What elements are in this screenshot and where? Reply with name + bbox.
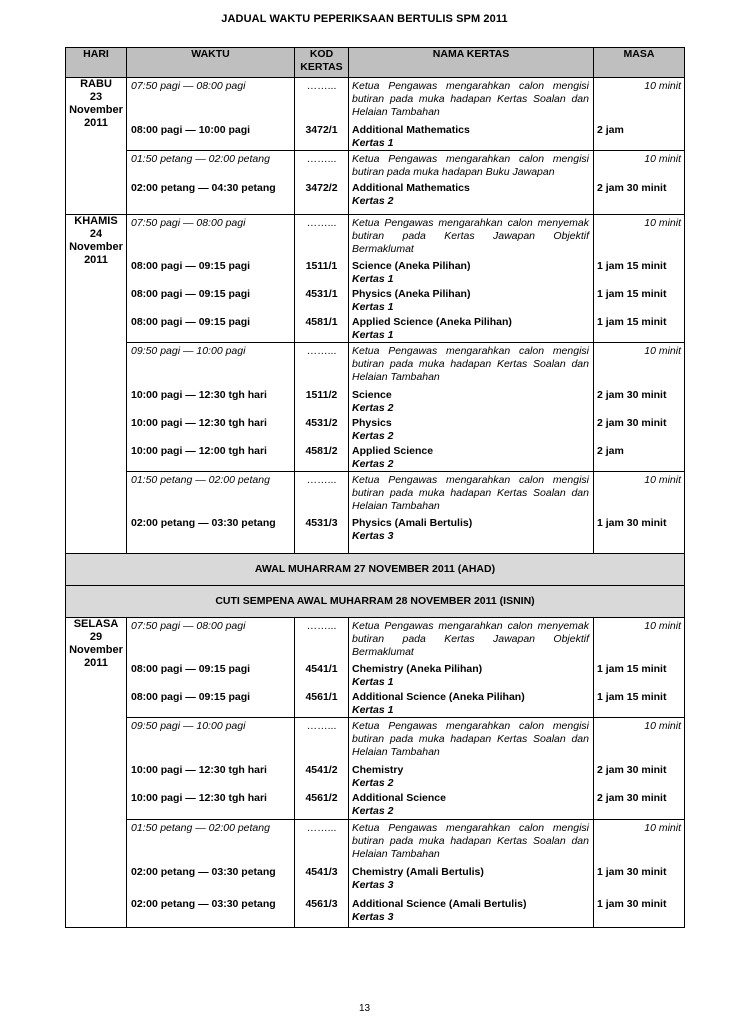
subject-name: Applied Science bbox=[352, 444, 434, 457]
table-row bbox=[66, 718, 685, 762]
table-row bbox=[66, 661, 685, 689]
paper-label: Kertas 3 bbox=[352, 878, 394, 891]
masa-cell: 10 minit bbox=[594, 78, 685, 122]
paper-label: Kertas 2 bbox=[352, 195, 394, 207]
waktu-cell: 08:00 pagi — 09:15 pagi bbox=[127, 661, 295, 689]
subject-name: Chemistry (Amali Bertulis) bbox=[352, 865, 484, 878]
masa-cell: 1 jam 30 minit bbox=[594, 896, 685, 928]
waktu-cell: 10:00 pagi — 12:00 tgh hari bbox=[127, 443, 295, 472]
masa-cell: 1 jam 30 minit bbox=[594, 515, 685, 553]
masa-cell: 10 minit bbox=[594, 343, 685, 387]
table-row bbox=[66, 515, 685, 553]
masa-cell: 1 jam 15 minit bbox=[594, 258, 685, 286]
instruction-text: Ketua Pengawas mengarahkan calon menyemak butiran pada Kertas Jawapan Objektif Bermaklumat bbox=[352, 619, 589, 658]
table-row bbox=[66, 864, 685, 896]
kod-cell: 1511/2 bbox=[295, 387, 349, 415]
waktu-cell: 08:00 pagi — 09:15 pagi bbox=[127, 258, 295, 286]
header-waktu: WAKTU bbox=[127, 48, 295, 78]
day-label-line: November bbox=[69, 240, 123, 253]
nama-kertas-cell bbox=[349, 515, 594, 553]
nama-kertas-cell bbox=[349, 415, 594, 443]
table-row bbox=[66, 150, 685, 180]
day-cell bbox=[66, 617, 127, 928]
page-title: JADUAL WAKTU PEPERIKSAAN BERTULIS SPM 2011 bbox=[221, 13, 508, 25]
kod-cell: ……... bbox=[295, 214, 349, 258]
waktu-cell: 01:50 petang — 02:00 petang bbox=[127, 471, 295, 515]
nama-kertas-cell bbox=[349, 180, 594, 214]
kod-cell: 3472/2 bbox=[295, 180, 349, 214]
waktu-cell: 02:00 petang — 03:30 petang bbox=[127, 864, 295, 896]
holiday-banner: AWAL MUHARRAM 27 NOVEMBER 2011 (AHAD) bbox=[66, 553, 685, 585]
header-row bbox=[66, 48, 685, 78]
table-row bbox=[66, 314, 685, 343]
subject-name: Science bbox=[352, 388, 392, 401]
kod-cell: ……... bbox=[295, 718, 349, 762]
nama-kertas-cell bbox=[349, 214, 594, 258]
masa-cell: 2 jam 30 minit bbox=[594, 415, 685, 443]
masa-cell: 2 jam 30 minit bbox=[594, 790, 685, 820]
instruction-text: Ketua Pengawas mengarahkan calon mengisi butiran pada muka hadapan Buku Jawapan bbox=[352, 152, 589, 178]
waktu-cell: 08:00 pagi — 09:15 pagi bbox=[127, 286, 295, 314]
masa-cell: 2 jam 30 minit bbox=[594, 387, 685, 415]
waktu-cell: 02:00 petang — 03:30 petang bbox=[127, 896, 295, 928]
exam-timetable bbox=[65, 47, 685, 928]
masa-cell: 2 jam 30 minit bbox=[594, 180, 685, 214]
holiday-banner: CUTI SEMPENA AWAL MUHARRAM 28 NOVEMBER 2011 (ISNIN) bbox=[66, 585, 685, 617]
header-kod-kertas bbox=[295, 48, 349, 78]
header-nama-kertas: NAMA KERTAS bbox=[349, 48, 594, 78]
waktu-cell: 08:00 pagi — 09:15 pagi bbox=[127, 689, 295, 718]
day-cell bbox=[66, 78, 127, 215]
waktu-cell: 10:00 pagi — 12:30 tgh hari bbox=[127, 790, 295, 820]
page-number: 13 bbox=[358, 1003, 371, 1014]
waktu-cell: 10:00 pagi — 12:30 tgh hari bbox=[127, 415, 295, 443]
masa-cell: 1 jam 15 minit bbox=[594, 286, 685, 314]
kod-cell: ……... bbox=[295, 78, 349, 122]
table-row bbox=[66, 286, 685, 314]
waktu-cell: 09:50 pagi — 10:00 pagi bbox=[127, 718, 295, 762]
subject-name: Science (Aneka Pilihan) bbox=[352, 260, 471, 272]
nama-kertas-cell bbox=[349, 258, 594, 286]
subject-name: Additional Science (Aneka Pilihan) bbox=[352, 691, 525, 703]
table-row bbox=[66, 896, 685, 928]
nama-kertas-cell bbox=[349, 78, 594, 122]
waktu-cell: 01:50 petang — 02:00 petang bbox=[127, 820, 295, 864]
nama-kertas-cell bbox=[349, 471, 594, 515]
nama-kertas-cell bbox=[349, 820, 594, 864]
timetable-body bbox=[66, 78, 685, 928]
paper-label: Kertas 2 bbox=[352, 457, 394, 470]
kod-cell: 4561/1 bbox=[295, 689, 349, 718]
waktu-cell: 01:50 petang — 02:00 petang bbox=[127, 150, 295, 180]
kod-cell: ……... bbox=[295, 820, 349, 864]
subject-name: Applied Science (Aneka Pilihan) bbox=[352, 316, 512, 328]
instruction-text: Ketua Pengawas mengarahkan calon mengisi butiran pada muka hadapan Kertas Soalan dan Helaian Tambahan bbox=[352, 345, 589, 383]
holiday-banner-row bbox=[66, 553, 685, 585]
table-row bbox=[66, 78, 685, 122]
paper-label: Kertas 3 bbox=[352, 910, 394, 923]
waktu-cell: 08:00 pagi — 09:15 pagi bbox=[127, 314, 295, 343]
header-masa: MASA bbox=[594, 48, 685, 78]
subject-name: Chemistry bbox=[352, 763, 404, 776]
paper-label: Kertas 2 bbox=[352, 401, 394, 414]
nama-kertas-cell bbox=[349, 314, 594, 343]
subject-name: Additional Science bbox=[352, 791, 446, 804]
masa-cell: 1 jam 15 minit bbox=[594, 689, 685, 718]
paper-label: Kertas 1 bbox=[352, 676, 394, 688]
kod-cell: 4531/3 bbox=[295, 515, 349, 553]
table-row bbox=[66, 214, 685, 258]
table-row bbox=[66, 387, 685, 415]
paper-label: Kertas 3 bbox=[352, 530, 394, 542]
masa-cell: 1 jam 15 minit bbox=[594, 314, 685, 343]
subject-name: Physics (Aneka Pilihan) bbox=[352, 288, 471, 300]
masa-cell: 10 minit bbox=[594, 214, 685, 258]
masa-cell: 1 jam 15 minit bbox=[594, 661, 685, 689]
nama-kertas-cell bbox=[349, 661, 594, 689]
kod-cell: 4541/3 bbox=[295, 864, 349, 896]
day-label-line: 2011 bbox=[84, 253, 108, 266]
subject-name: Physics (Amali Bertulis) bbox=[352, 517, 473, 529]
day-label-line: 29 bbox=[89, 630, 103, 643]
instruction-text: Ketua Pengawas mengarahkan calon mengisi butiran pada muka hadapan Kertas Soalan dan Helaian Tambahan bbox=[352, 720, 589, 758]
day-label-line: November bbox=[69, 104, 123, 116]
nama-kertas-cell bbox=[349, 896, 594, 928]
masa-cell: 10 minit bbox=[594, 617, 685, 661]
nama-kertas-cell bbox=[349, 343, 594, 387]
waktu-cell: 07:50 pagi — 08:00 pagi bbox=[127, 214, 295, 258]
table-row bbox=[66, 258, 685, 286]
waktu-cell: 10:00 pagi — 12:30 tgh hari bbox=[127, 762, 295, 790]
subject-name: Additional Science (Amali Bertulis) bbox=[352, 897, 527, 910]
waktu-cell: 02:00 petang — 04:30 petang bbox=[127, 180, 295, 214]
masa-cell: 10 minit bbox=[594, 820, 685, 864]
kod-cell: ……... bbox=[295, 343, 349, 387]
masa-cell: 2 jam 30 minit bbox=[594, 762, 685, 790]
day-label-line: 2011 bbox=[84, 117, 108, 129]
header-hari: HARI bbox=[66, 48, 127, 78]
day-label-line: RABU bbox=[80, 78, 112, 90]
waktu-cell: 02:00 petang — 03:30 petang bbox=[127, 515, 295, 553]
subject-name: Additional Mathematics bbox=[352, 123, 470, 136]
nama-kertas-cell bbox=[349, 790, 594, 820]
nama-kertas-cell bbox=[349, 286, 594, 314]
instruction-text: Ketua Pengawas mengarahkan calon mengisi butiran pada muka hadapan Kertas Soalan dan Helaian Tambahan bbox=[352, 473, 589, 512]
kod-cell: 4581/1 bbox=[295, 314, 349, 343]
masa-cell: 2 jam bbox=[594, 122, 685, 151]
day-label-line: 23 bbox=[89, 91, 103, 103]
masa-cell: 10 minit bbox=[594, 718, 685, 762]
kod-cell: 4561/3 bbox=[295, 896, 349, 928]
paper-label: Kertas 1 bbox=[352, 273, 394, 285]
kod-cell: 4541/1 bbox=[295, 661, 349, 689]
paper-label: Kertas 1 bbox=[352, 136, 394, 149]
paper-label: Kertas 2 bbox=[352, 804, 394, 817]
day-label-line: 2011 bbox=[84, 656, 108, 669]
subject-name: Chemistry (Aneka Pilihan) bbox=[352, 663, 483, 675]
table-row bbox=[66, 820, 685, 864]
paper-label: Kertas 2 bbox=[352, 776, 394, 789]
subject-name: Physics bbox=[352, 416, 392, 429]
table-row bbox=[66, 762, 685, 790]
table-row bbox=[66, 790, 685, 820]
day-label-line: 24 bbox=[89, 227, 103, 240]
waktu-cell: 07:50 pagi — 08:00 pagi bbox=[127, 617, 295, 661]
masa-cell: 10 minit bbox=[594, 150, 685, 180]
table-row bbox=[66, 443, 685, 472]
table-row bbox=[66, 689, 685, 718]
kod-cell: ……... bbox=[295, 471, 349, 515]
nama-kertas-cell bbox=[349, 762, 594, 790]
kod-cell: 4531/1 bbox=[295, 286, 349, 314]
kod-cell: 4581/2 bbox=[295, 443, 349, 472]
nama-kertas-cell bbox=[349, 689, 594, 718]
table-row bbox=[66, 180, 685, 214]
masa-cell: 1 jam 30 minit bbox=[594, 864, 685, 896]
day-cell bbox=[66, 214, 127, 553]
paper-label: Kertas 1 bbox=[352, 329, 394, 341]
instruction-text: Ketua Pengawas mengarahkan calon menyemak butiran pada Kertas Jawapan Objektif Bermaklumat bbox=[352, 216, 589, 255]
header-kod-line2: KERTAS bbox=[300, 61, 343, 73]
header-kod-line1: KOD bbox=[309, 48, 334, 60]
waktu-cell: 08:00 pagi — 10:00 pagi bbox=[127, 122, 295, 151]
nama-kertas-cell bbox=[349, 443, 594, 472]
day-label-line: November bbox=[69, 643, 123, 656]
kod-cell: 4541/2 bbox=[295, 762, 349, 790]
waktu-cell: 09:50 pagi — 10:00 pagi bbox=[127, 343, 295, 387]
table-row bbox=[66, 415, 685, 443]
holiday-banner-row bbox=[66, 585, 685, 617]
nama-kertas-cell bbox=[349, 150, 594, 180]
table-row bbox=[66, 122, 685, 151]
day-label-line: KHAMIS bbox=[74, 214, 118, 227]
paper-label: Kertas 1 bbox=[352, 301, 394, 313]
waktu-cell: 07:50 pagi — 08:00 pagi bbox=[127, 78, 295, 122]
paper-label: Kertas 2 bbox=[352, 429, 394, 442]
day-label-line: SELASA bbox=[73, 617, 119, 630]
nama-kertas-cell bbox=[349, 617, 594, 661]
nama-kertas-cell bbox=[349, 864, 594, 896]
kod-cell: ……... bbox=[295, 617, 349, 661]
kod-cell: 3472/1 bbox=[295, 122, 349, 151]
kod-cell: 4561/2 bbox=[295, 790, 349, 820]
masa-cell: 2 jam bbox=[594, 443, 685, 472]
kod-cell: 4531/2 bbox=[295, 415, 349, 443]
waktu-cell: 10:00 pagi — 12:30 tgh hari bbox=[127, 387, 295, 415]
subject-name: Additional Mathematics bbox=[352, 182, 470, 194]
nama-kertas-cell bbox=[349, 122, 594, 151]
table-row bbox=[66, 617, 685, 661]
masa-cell: 10 minit bbox=[594, 471, 685, 515]
kod-cell: ……... bbox=[295, 150, 349, 180]
kod-cell: 1511/1 bbox=[295, 258, 349, 286]
nama-kertas-cell bbox=[349, 387, 594, 415]
table-row bbox=[66, 343, 685, 387]
paper-label: Kertas 1 bbox=[352, 704, 394, 716]
instruction-text: Ketua Pengawas mengarahkan calon mengisi butiran pada muka hadapan Kertas Soalan dan Helaian Tambahan bbox=[352, 80, 589, 118]
table-row bbox=[66, 471, 685, 515]
instruction-text: Ketua Pengawas mengarahkan calon mengisi butiran pada muka hadapan Kertas Soalan dan Helaian Tambahan bbox=[352, 822, 589, 860]
nama-kertas-cell bbox=[349, 718, 594, 762]
